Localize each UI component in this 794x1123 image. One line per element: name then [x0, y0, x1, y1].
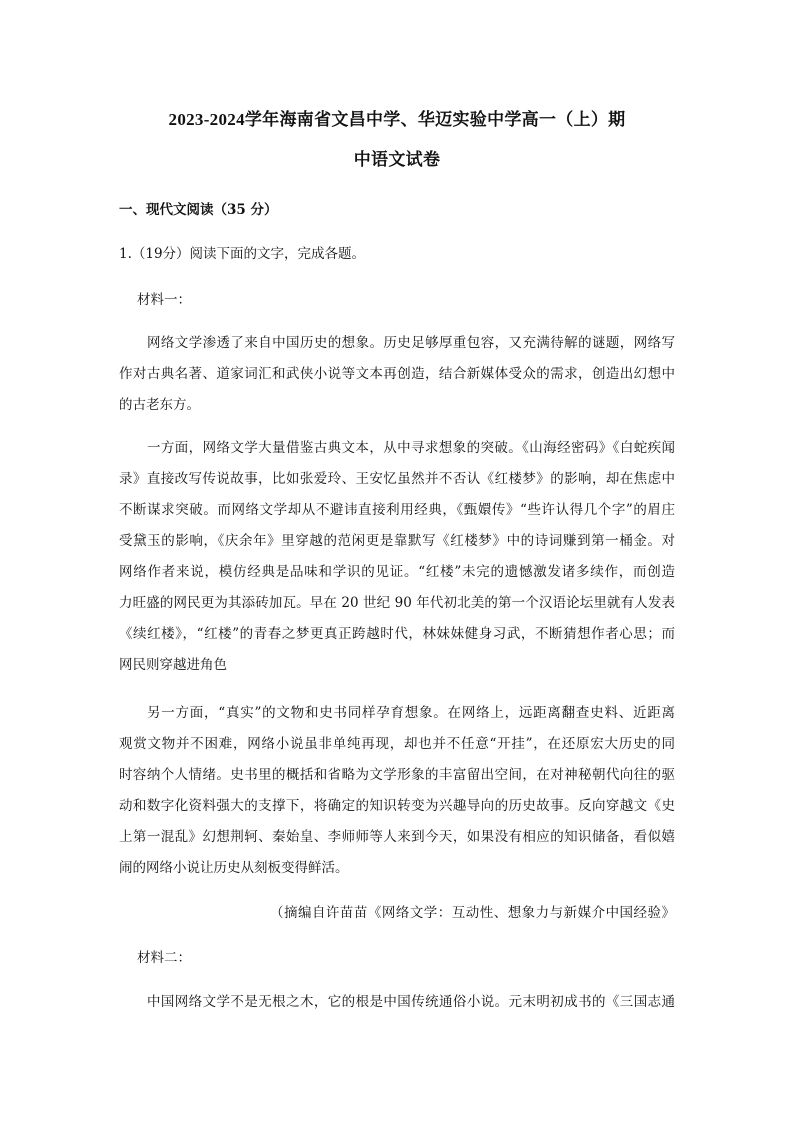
paragraph-line: 录》直接改写传说故事，比如张爱玲、王安忆虽然并不否认《红楼梦》的影响，却在焦虑中 — [119, 471, 675, 487]
paragraph-line: 《续红楼》，“红楼”的青春之梦更真正跨越时代，林妹妹健身习武，不断猜想作者心思；而 — [119, 626, 675, 642]
exam-title-line-1: 2023-2024学年海南省文昌中学、华迈实验中学高一（上）期 — [168, 110, 626, 129]
paragraph-line: 动和数字化资料强大的支撑下，将确定的知识转变为兴趣导向的历史故事。反向穿越文《史 — [119, 798, 675, 814]
paragraph-line: 时容纳个人情绪。史书里的概括和省略为文学形象的丰富留出空间，在对神秘朝代向往的驱 — [119, 767, 675, 783]
paragraph-line: 的古老东方。 — [119, 397, 200, 413]
paragraph-line: 观赏文物并不困难，网络小说虽非单纯再现，却也并不任意“开挂”，在还原宏大历史的同 — [119, 736, 675, 752]
paragraph-line: 力旺盛的网民更为其添砖加瓦。早在 20 世纪 90 年代初北美的第一个汉语论坛里就有人发表 — [119, 595, 675, 611]
paragraph-line: 网络文学渗透了来自中国历史的想象。历史足够厚重包容，又充满待解的谜题，网络写 — [147, 335, 675, 351]
paragraph-line: 上第一混乱》幻想荆轲、秦始皇、李师师等人来到今天，如果没有相应的知识储备，看似嬉 — [119, 829, 675, 845]
material-2-label: 材料二： — [137, 950, 191, 966]
material-1-source: （摘编自许苗苗《网络文学：互动性、想象力与新媒介中国经验》 — [270, 905, 675, 921]
paragraph-line: 网络作者来说，模仿经典是品味和学识的见证。“红楼”未完的遗憾激发诸多续作，而创造 — [119, 564, 675, 580]
paragraph-line: 中国网络文学不是无根之木，它的根是中国传统通俗小说。元末明初成书的《三国志通 — [147, 994, 675, 1010]
paragraph-line: 闹的网络小说让历史从刻板变得鲜活。 — [119, 860, 349, 876]
paragraph-line: 受黛玉的影响，《庆余年》里穿越的范闲更是靠默写《红楼梦》中的诗词赚到第一桶金。对 — [119, 533, 675, 549]
question-intro: 1.（19分）阅读下面的文字，完成各题。 — [119, 246, 366, 262]
material-1-label: 材料一： — [137, 292, 191, 308]
paragraph-line: 网民则穿越进角色 — [119, 657, 227, 673]
paragraph-line: 不断谋求突破。而网络文学却从不避讳直接利用经典，《甄嬛传》“些许认得几个字”的眉庄 — [119, 502, 675, 518]
section-heading: 一、现代文阅读（35 分） — [119, 202, 278, 218]
paragraph-line: 一方面，网络文学大量借鉴古典文本，从中寻求想象的突破。《山海经密码》《白蛇疾闻 — [147, 440, 675, 456]
paragraph-line: 另一方面，“真实”的文物和史书同样孕育想象。在网络上，远距离翻查史料、近距离 — [147, 705, 675, 721]
exam-title-line-2: 中语文试卷 — [353, 150, 441, 169]
paragraph-line: 作对古典名著、道家词汇和武侠小说等文本再创造，结合新媒体受众的需求，创造出幻想中 — [119, 366, 675, 382]
